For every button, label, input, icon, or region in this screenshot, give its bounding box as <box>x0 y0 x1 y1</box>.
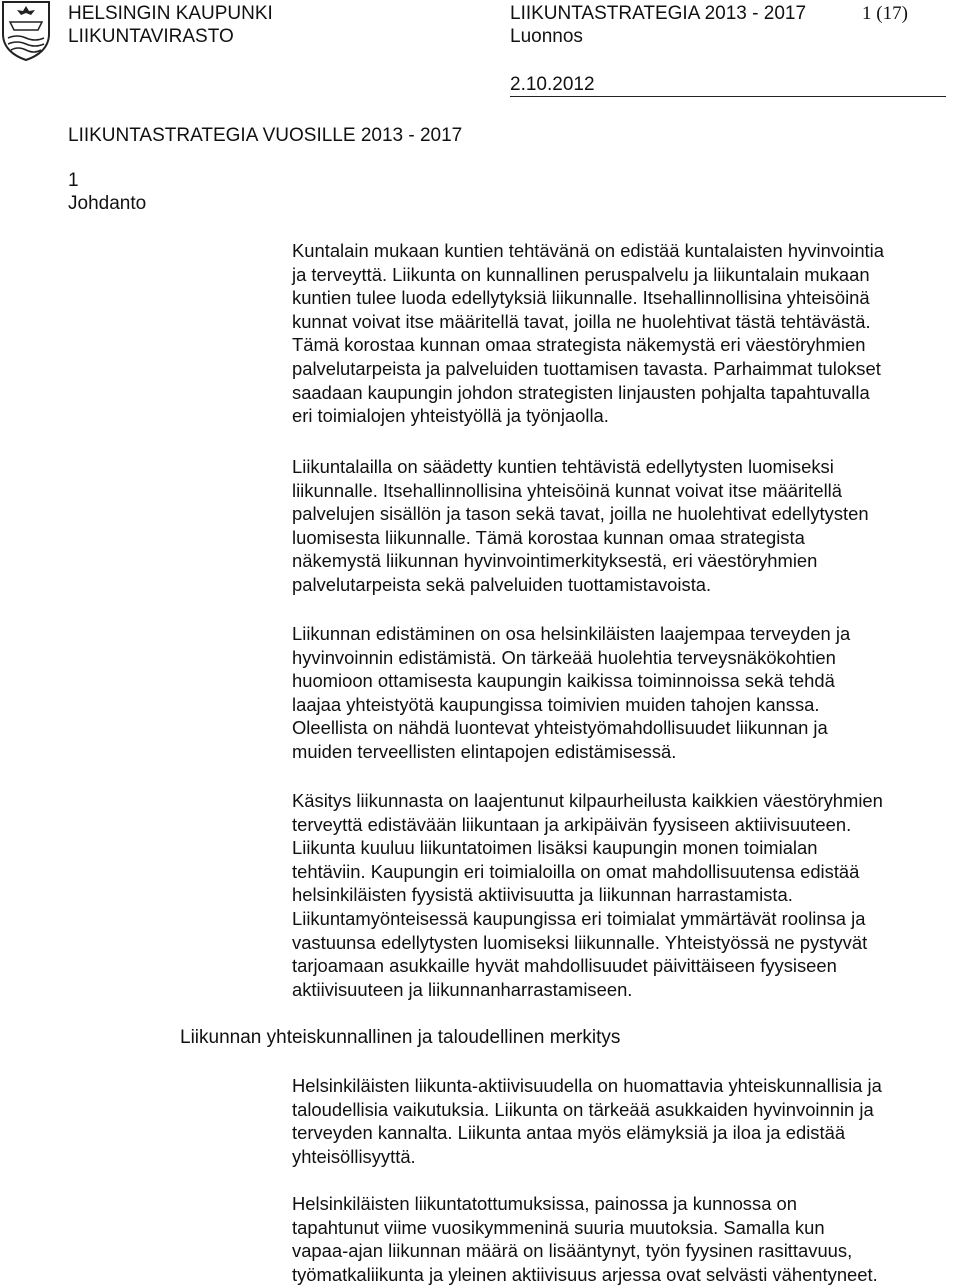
paragraph <box>292 239 960 428</box>
paragraph-line: tehtäviin. Kaupungin eri toimialoilla on omat mahdollisuutensa edistää <box>292 860 860 882</box>
paragraph-line: terveyttä edistävään liikuntaan ja arkipäivän fyysiseen aktiivisuuteen. <box>292 813 852 835</box>
paragraph-line: Liikuntalailla on säädetty kuntien tehtävistä edellytysten luomiseksi <box>292 456 834 477</box>
paragraph-line: Kuntalain mukaan kuntien tehtävänä on edistää kuntalaisten hyvinvointia <box>292 240 884 261</box>
section-number: 1 <box>68 170 79 191</box>
document-title: LIIKUNTASTRATEGIA VUOSILLE 2013 - 2017 <box>68 125 463 146</box>
paragraph-line: tarjoamaan asukkaille hyvät mahdollisuudet päivittäiseen fyysiseen <box>292 955 837 977</box>
paragraph-line: laajaa yhteistyötä kaupungissa toimivien muiden tahojen kanssa. <box>292 693 820 715</box>
paragraph-line: terveyden kannalta. Liikunta antaa myös elämyksiä ja iloa ja edistää <box>292 1122 846 1144</box>
paragraph <box>292 455 960 597</box>
paragraph-line: yhteisöllisyyttä. <box>292 1145 416 1167</box>
paragraph-line: Helsinkiläisten liikunta-aktiivisuudella on huomattavia yhteiskunnallisia ja <box>292 1075 882 1096</box>
paragraph <box>292 789 960 1001</box>
paragraph-line: muiden terveellisten elintapojen edistämisessä. <box>292 740 677 762</box>
paragraph-line: Liikuntamyönteisessä kaupungissa eri toimialat ymmärtävät roolinsa ja <box>292 907 866 929</box>
header-divider <box>510 96 946 97</box>
header-document-status: Luonnos <box>510 26 583 47</box>
paragraph-line: näkemystä liikunnan hyvinvointimerkityksestä, eri väestöryhmien <box>292 550 818 572</box>
paragraph-line: Käsitys liikunnasta on laajentunut kilpaurheilusta kaikkien väestöryhmien <box>292 790 883 811</box>
paragraph-line: Tämä korostaa kunnan omaa strategista näkemystä eri väestöryhmien <box>292 334 866 356</box>
paragraph-line: työmatkaliikunta ja yleinen aktiivisuus arjessa ovat selvästi vähentyneet. <box>292 1263 878 1285</box>
header-date: 2.10.2012 <box>510 74 595 95</box>
paragraph-line: vastuunsa edellytysten luomiseksi liikunnalle. Yhteistyössä ne pystyvät <box>292 931 868 953</box>
paragraph-line: palvelutarpeista ja palveluiden tuottamisen tavasta. Parhaimmat tulokset <box>292 357 881 379</box>
paragraph-line: Liikunnan edistäminen on osa helsinkiläisten laajempaa terveyden ja <box>292 623 851 644</box>
paragraph-line: vapaa-ajan liikunnan määrä on lisääntynyt, työn fyysinen rasittavuus, <box>292 1240 853 1262</box>
header-department: LIIKUNTAVIRASTO <box>68 26 234 47</box>
section-title: Johdanto <box>68 193 147 214</box>
paragraph-line: ja terveyttä. Liikunta on kunnallinen peruspalvelu ja liikuntalain mukaan <box>292 263 870 285</box>
paragraph-line: kuntien tulee luoda edellytyksiä liikunnalle. Itsehallinnollisina yhteisöinä <box>292 287 870 309</box>
paragraph-line: kunnat voivat itse määritellä tavat, joilla ne huolehtivat tästä tehtävästä. <box>292 310 871 332</box>
header-page-number: 1 (17) <box>862 3 908 24</box>
header-org-name: HELSINGIN KAUPUNKI <box>68 3 273 24</box>
paragraph-line: aktiivisuuteen ja liikunnanharrastamiseen. <box>292 978 633 1000</box>
paragraph-line: luomisesta liikunnalle. Tämä korostaa kunnan omaa strategista <box>292 526 805 548</box>
paragraph-line: taloudellisia vaikutuksia. Liikunta on tärkeää asukkaiden hyvinvoinnin ja <box>292 1098 874 1120</box>
paragraph-line: Helsinkiläisten liikuntatottumuksissa, painossa ja kunnossa on <box>292 1193 797 1214</box>
paragraph-line: huomioon ottamisesta kaupungin kaikissa toiminnoissa sekä tehdä <box>292 670 835 692</box>
paragraph-line: helsinkiläisten fyysistä aktiivisuutta ja liikunnan harrastamista. <box>292 884 793 906</box>
paragraph-line: hyvinvoinnin edistämistä. On tärkeää huolehtia terveysnäkökohtien <box>292 646 836 668</box>
paragraph-line: liikunnalle. Itsehallinnollisina yhteisöinä kunnat voivat itse määritellä <box>292 479 842 501</box>
helsinki-crest-icon <box>0 0 52 62</box>
header-document-name: LIIKUNTASTRATEGIA 2013 - 2017 <box>510 3 807 24</box>
paragraph-line: Liikunta kuuluu liikuntatoimen lisäksi kaupungin monen toimialan <box>292 837 818 859</box>
paragraph-line: Oleellista on nähdä luontevat yhteistyömahdollisuudet liikunnan ja <box>292 717 828 739</box>
paragraph-line: saadaan kaupungin johdon strategisten linjausten pohjalta tapahtuvalla <box>292 381 870 403</box>
paragraph-line: palvelutarpeista sekä palveluiden tuottamistavoista. <box>292 573 712 595</box>
paragraph <box>292 1192 960 1286</box>
paragraph-line: palvelujen sisällön ja tason sekä tavat, joilla ne huolehtivat edellytysten <box>292 503 869 525</box>
paragraph <box>292 622 960 764</box>
paragraph-line: tapahtunut viime vuosikymmeninä suuria muutoksia. Samalla kun <box>292 1216 825 1238</box>
paragraph-line: eri toimialojen yhteistyöllä ja työnjaolla. <box>292 405 609 427</box>
paragraph <box>292 1074 960 1168</box>
section-subheading: Liikunnan yhteiskunnallinen ja taloudellinen merkitys <box>180 1027 621 1048</box>
